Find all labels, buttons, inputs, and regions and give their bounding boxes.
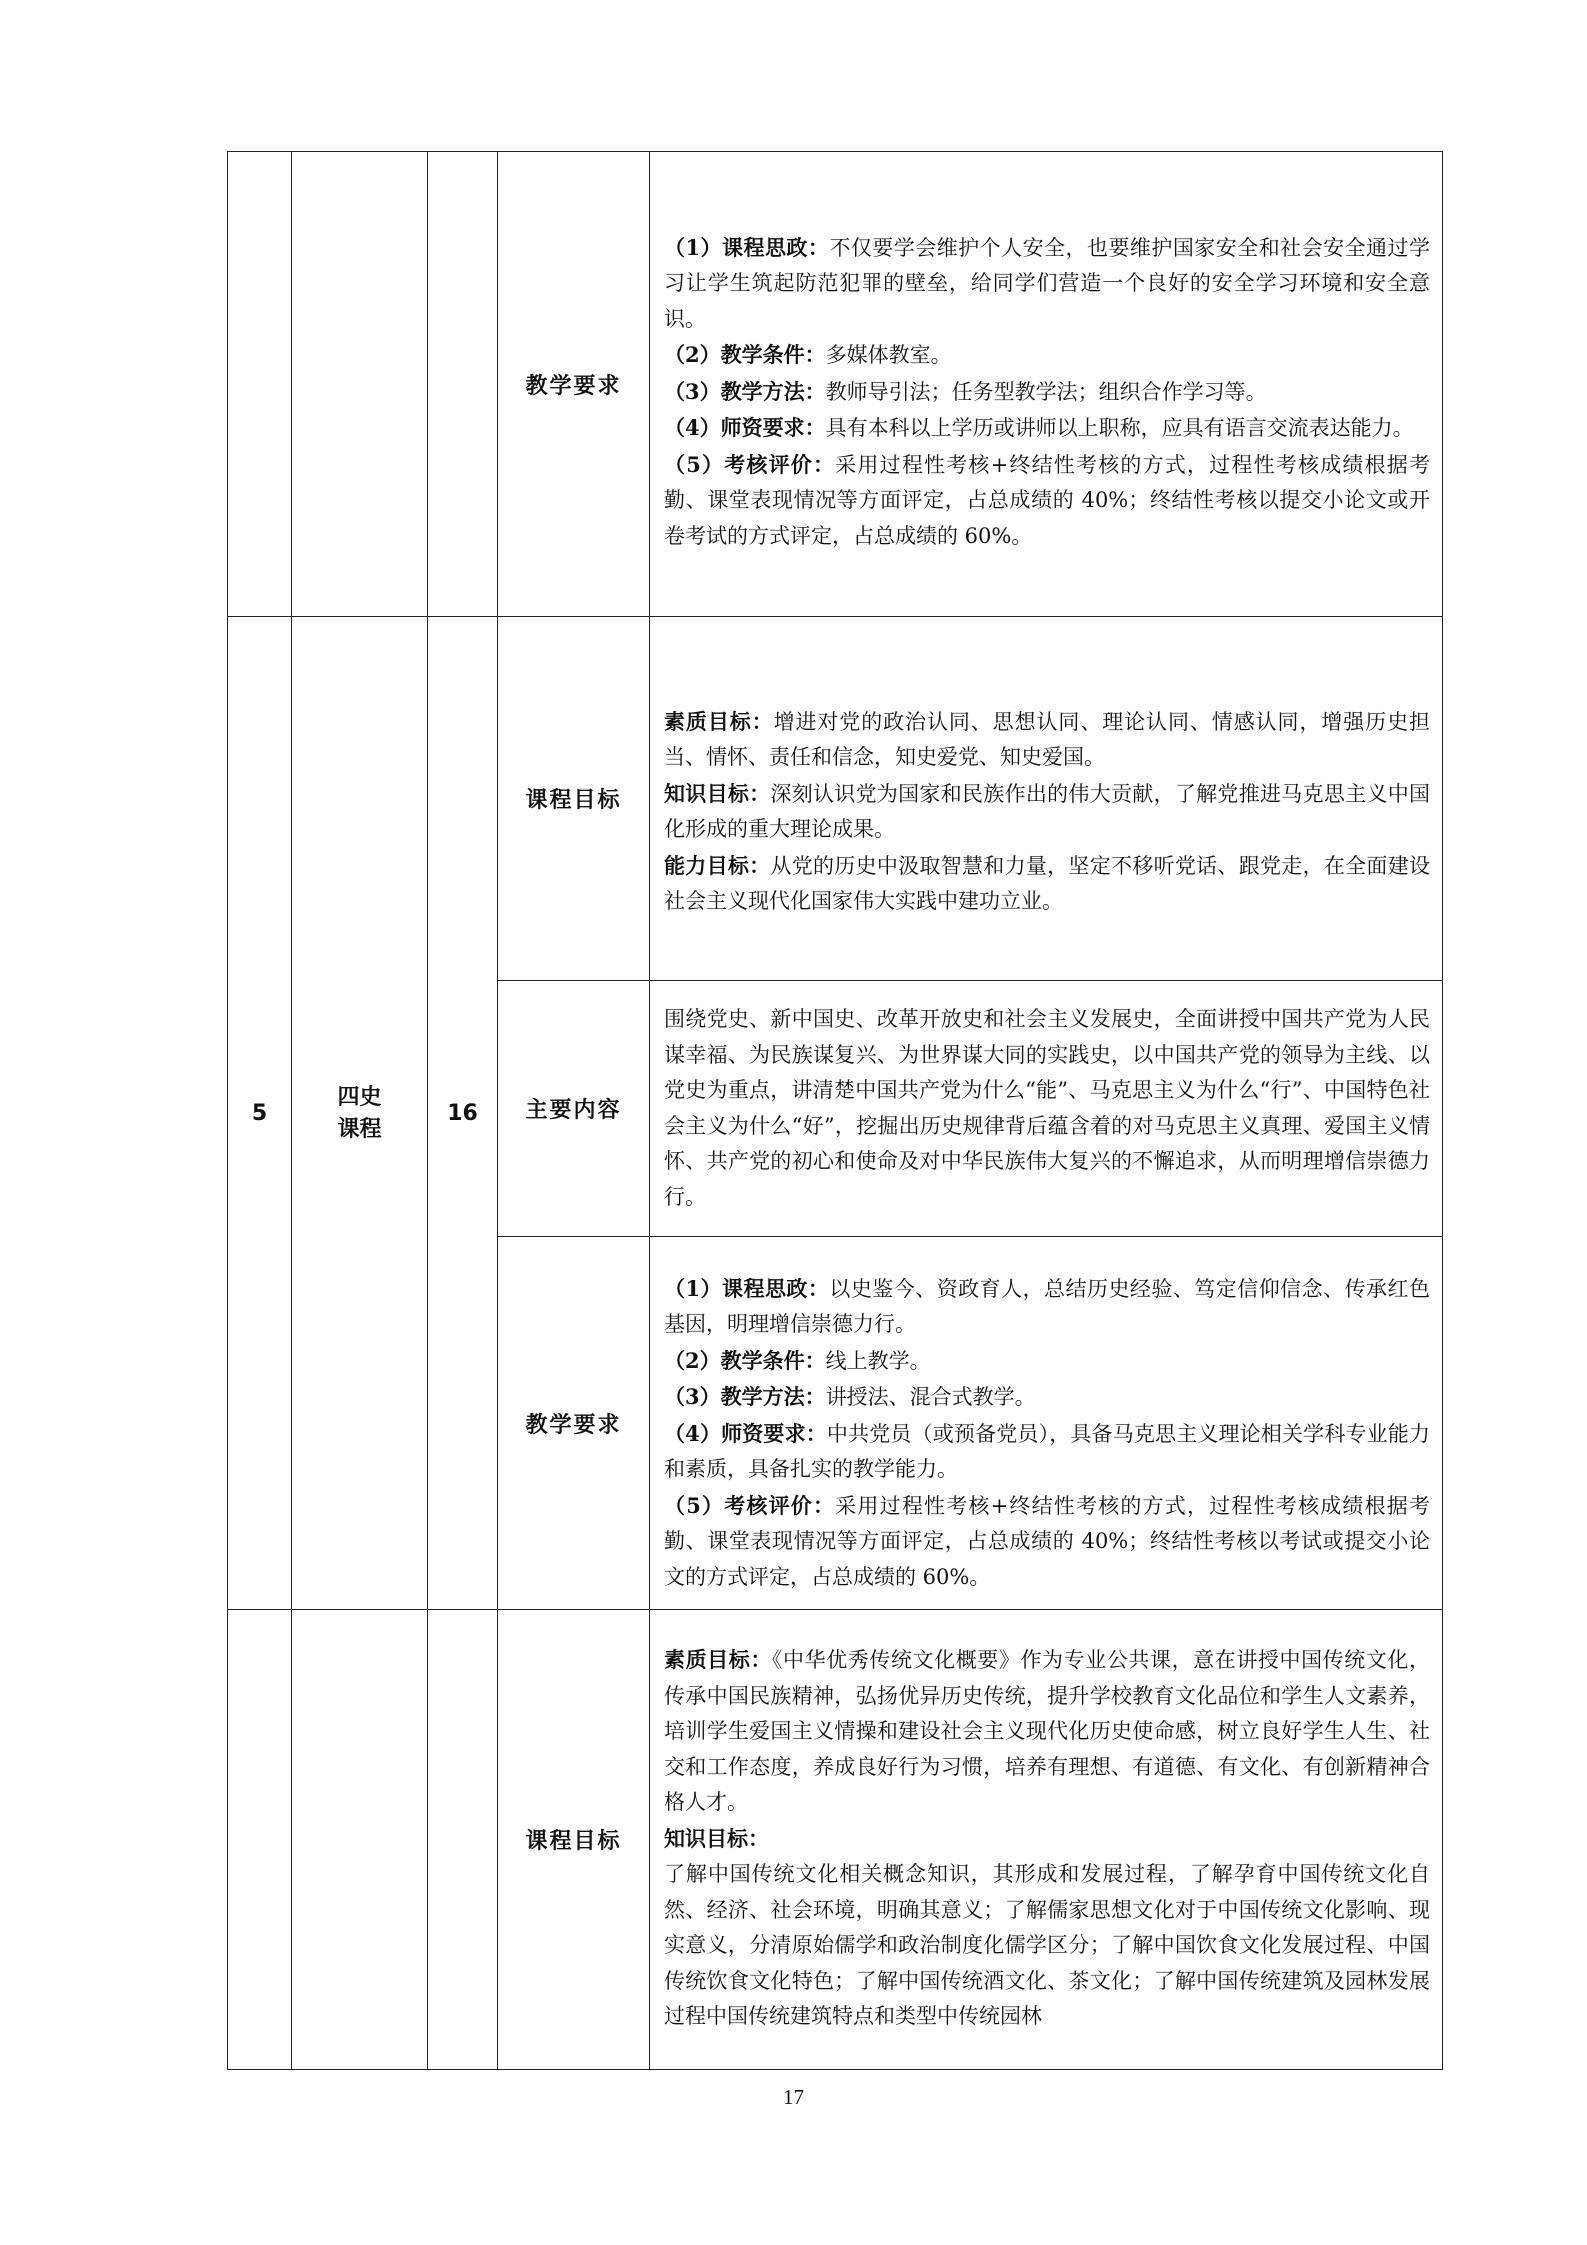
course-name-cell <box>292 152 428 617</box>
req-item: （1）课程思政：不仅要学会维护个人安全，也要维护国家安全和社会安全通过学习让学生筑起防范犯罪的壁垒，给同学们营造一个良好的安全学习环境和安全意识。 <box>664 234 1430 331</box>
table-row <box>228 152 1443 617</box>
goals-content <box>650 1610 1443 2070</box>
page-number: 17 <box>783 2085 804 2109</box>
goal-item-head: 知识目标： <box>664 1825 769 1851</box>
main-content <box>650 981 1443 1237</box>
table-row <box>228 617 1443 981</box>
requirements-content <box>650 1237 1443 1610</box>
req-item: （5）考核评价：采用过程性考核+终结性考核的方式，过程性考核成绩根据考勤、课堂表现情况等方面评定，占总成绩的 40%；终结性考核以考试或提交小论文的方式评定，占总成绩的 60%。 <box>664 1492 1430 1589</box>
hours-cell <box>428 152 498 617</box>
goal-item: 素质目标：《中华优秀传统文化概要》作为专业公共课，意在讲授中国传统文化，传承中国民族精神，弘扬优异历史传统，提升学校教育文化品位和学生人文素养，培训学生爱国主义情操和建设社会主义现代化历史使命感，树立良好学生人生、社交和工作态度，养成良好行为习惯，培养有理想、有道德、有文化、有创新精神合格人才。 <box>664 1647 1431 1815</box>
row-label: 教学要求 <box>498 152 650 617</box>
req-item: （1）课程思政：以史鉴今、资政育人，总结历史经验、笃定信仰信念、传承红色基因，明理增信崇德力行。 <box>664 1275 1430 1337</box>
course-name <box>292 617 428 1610</box>
req-item: （3）教学方法：讲授法、混合式教学。 <box>664 1384 1036 1410</box>
course-table <box>227 151 1443 2070</box>
goal-item: 能力目标：从党的历史中汲取智慧和力量，坚定不移听党话、跟党走，在全面建设社会主义现代化国家伟大实践中建功立业。 <box>664 852 1431 913</box>
requirements-content <box>650 152 1443 617</box>
req-item: （4）师资要求：中共党员（或预备党员），具备马克思主义理论相关学科专业能力和素质，具备扎实的教学能力。 <box>664 1420 1430 1482</box>
goals-content <box>650 617 1443 981</box>
course-hours: 16 <box>428 617 498 1610</box>
index-cell <box>228 1610 292 2070</box>
goal-item: 了解中国传统文化相关概念知识，其形成和发展过程，了解孕育中国传统文化自然、经济、社会环境，明确其意义；了解儒家思想文化对于中国传统文化影响、现实意义，分清原始儒学和政治制度化儒学区分；了解中国饮食文化发展过程、中国传统饮食文化特色；了解中国传统酒文化、茶文化；了解中国传统建筑及园林发展过程中国传统建筑特点和类型中传统园林 <box>664 1862 1430 2029</box>
content-text: 围绕党史、新中国史、改革开放史和社会主义发展史，全面讲授中国共产党为人民谋幸福、为民族谋复兴、为世界谋大同的实践史，以中国共产党的领导为主线、以党史为重点，讲清楚中国共产党为什么“能”、马克思主义为什么“行”、中国特色社会主义为什么“好”，挖掘出历史规律背后蕴含着的对马克思主义真理、爱国主义情怀、共产党的初心和使命及对中华民族伟大复兴的不懈追求，从而明理增信崇德力行。 <box>664 1007 1430 1209</box>
course-name-cell <box>292 1610 428 2070</box>
table-row <box>228 1610 1443 2070</box>
req-item: （5）考核评价：采用过程性考核+终结性考核的方式，过程性考核成绩根据考勤、课堂表现情况等方面评定，占总成绩的 40%；终结性考核以提交小论文或开卷考试的方式评定，占总成绩的 60%。 <box>664 451 1430 548</box>
course-name-line1: 四史 <box>337 1084 382 1110</box>
course-name-line2: 课程 <box>337 1116 382 1142</box>
goal-item: 知识目标：深刻认识党为国家和民族作出的伟大贡献，了解党推进马克思主义中国化形成的重大理论成果。 <box>664 780 1431 841</box>
req-item: （4）师资要求：具有本科以上学历或讲师以上职称，应具有语言交流表达能力。 <box>664 415 1414 441</box>
req-item: （2）教学条件：线上教学。 <box>664 1347 931 1373</box>
req-item: （3）教学方法：教师导引法；任务型教学法；组织合作学习等。 <box>664 378 1267 404</box>
goal-item: 素质目标：增进对党的政治认同、思想认同、理论认同、情感认同，增强历史担当、情怀、责任和信念，知史爱党、知史爱国。 <box>664 708 1431 769</box>
course-index: 5 <box>228 617 292 1610</box>
hours-cell <box>428 1610 498 2070</box>
req-item: （2）教学条件：多媒体教室。 <box>664 342 952 368</box>
row-label: 教学要求 <box>498 1237 650 1610</box>
row-label: 课程目标 <box>498 617 650 981</box>
row-label: 主要内容 <box>498 981 650 1237</box>
row-label: 课程目标 <box>498 1610 650 2070</box>
index-cell <box>228 152 292 617</box>
